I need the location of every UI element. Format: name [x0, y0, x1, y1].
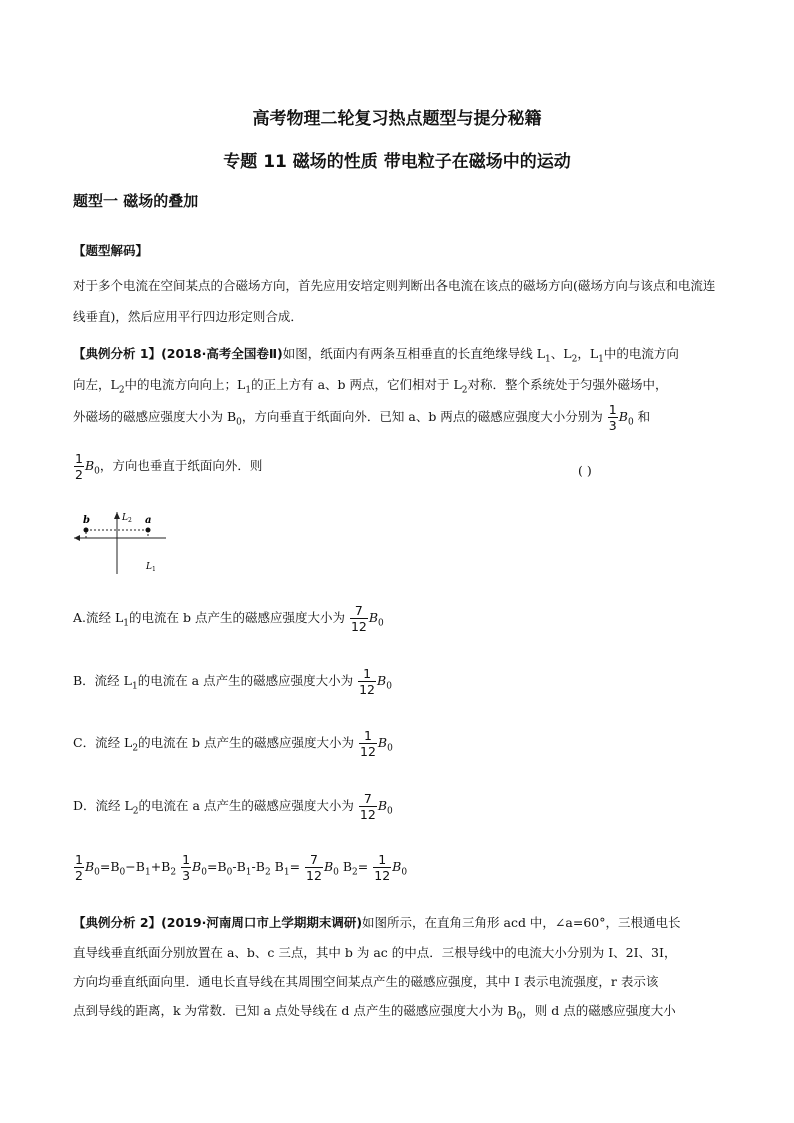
example1-text: ，方向也垂直于纸面向外．则 [99, 458, 263, 473]
sub: 0 [401, 867, 408, 878]
numerator: 7 [305, 852, 323, 868]
numerator: 1 [75, 852, 83, 867]
point-a [146, 528, 151, 533]
label-b: b [83, 515, 90, 526]
numerator: 1 [182, 852, 191, 867]
sub: 0 [627, 417, 634, 428]
denominator: 3 [182, 868, 191, 883]
eq-part: -B [232, 859, 246, 874]
arrow-up-icon [114, 512, 120, 519]
symbol: B [392, 859, 402, 874]
fraction [181, 852, 191, 883]
sub: 2 [264, 867, 271, 878]
example2-source: (2019·河南周口市上学期期末调研) [161, 915, 363, 930]
symbol: B [377, 735, 388, 750]
label-a: a [145, 515, 152, 526]
example2-line2: 直导线垂直纸面分别放置在 a、b、c 三点，其中 b 为 ac 的中点．三根导线中的电流大小分别为 I、2I、3I， [73, 945, 677, 960]
decode-tag: 【题型解码】 [73, 243, 149, 258]
fraction [305, 852, 323, 883]
sub: 0 [333, 867, 339, 878]
symbol: B [377, 798, 388, 813]
fraction [350, 603, 368, 634]
sub: 2 [170, 867, 177, 878]
example1-text: 如图，纸面内有两条互相垂直的长直绝缘导线 L [282, 346, 546, 361]
point-b [84, 528, 89, 533]
fraction [359, 728, 377, 759]
example1-text: ，方向垂直于纸面向外．已知 a、b 两点的磁感应强度大小分别为 [241, 409, 603, 424]
option-text: 的电流在 b 点产生的磁感应强度大小为 [129, 610, 345, 625]
example1-text: 和 [637, 409, 651, 424]
sub: 1 [123, 618, 130, 629]
numerator: 1 [75, 451, 83, 466]
section-heading: 题型一 磁场的叠加 [73, 192, 199, 210]
symbol: B [368, 610, 379, 625]
denominator: 12 [374, 868, 391, 883]
example2-text: 如图所示，在直角三角形 acd 中，∠a=60°，三根通电长 [362, 915, 681, 930]
example1-text: ，L [577, 346, 599, 361]
label-L2-sub: 2 [128, 517, 132, 524]
sub: 0 [387, 806, 393, 817]
example2-line4 [73, 1001, 676, 1022]
option-text: A.流经 L [73, 610, 124, 625]
sub: 0 [378, 618, 384, 629]
fraction [359, 791, 377, 822]
symbol: B [618, 409, 628, 424]
numerator: 7 [350, 603, 368, 619]
numerator: 1 [359, 728, 377, 744]
arrow-left-icon [74, 535, 80, 541]
solution-equation [73, 852, 407, 883]
eq-part: B [342, 859, 353, 874]
symbol: B [84, 859, 95, 874]
example2-text: 点到导线的距离，k 为常数．已知 a 点处导线在 d 点产生的磁感应强度大小为 B [73, 1003, 517, 1018]
eq-part: =B [206, 859, 227, 874]
fraction [608, 402, 618, 433]
page-title: 高考物理二轮复习热点题型与提分秘籍 [252, 109, 542, 129]
denominator: 12 [350, 619, 367, 634]
answer-paren: ( ) [578, 463, 592, 478]
denominator: 12 [359, 682, 375, 697]
example2-line3: 方向均垂直纸面向里．通电长直导线在其周围空间某点产生的磁感应强度，其中 I 表示电流强度，r 表示该 [73, 974, 659, 989]
sub: 2 [352, 867, 358, 878]
eq-part: B [274, 859, 284, 874]
fraction [74, 451, 84, 482]
example1-text: 中的电流方向向上；L [124, 377, 246, 392]
eq-part: =B [99, 859, 120, 874]
eq-part: −B [125, 859, 145, 874]
option-text: 的电流在 a 点产生的磁感应强度大小为 [137, 673, 354, 688]
decode-paragraph: 对于多个电流在空间某点的合磁场方向，首先应用安培定则判断出各电流在该点的磁场方向(磁场方向与该点和电流连线垂直)，然后应用平行四边形定则合成． [73, 278, 716, 324]
numerator: 1 [373, 852, 391, 868]
sub: 0 [386, 681, 392, 692]
fraction [358, 666, 376, 697]
numerator: 7 [359, 791, 377, 807]
fraction [74, 852, 84, 883]
denominator: 12 [359, 807, 376, 822]
example1-text: 外磁场的磁感应强度大小为 B [73, 409, 237, 424]
example1-text: 的正上方有 a、b 两点，它们相对于 L [251, 377, 462, 392]
sub: 0 [516, 1011, 523, 1022]
denominator: 12 [306, 868, 322, 883]
option-text: 的电流在 a 点产生的磁感应强度大小为 [138, 798, 354, 813]
sub: 0 [201, 867, 207, 878]
example1-text: 对称．整个系统处于匀强外磁场中， [467, 377, 668, 392]
numerator: 1 [608, 402, 617, 417]
sub: 1 [131, 681, 138, 692]
example1-text: 向左，L [73, 377, 119, 392]
eq-part: = [289, 859, 301, 874]
denominator: 3 [608, 418, 617, 433]
symbol: B [377, 673, 387, 688]
denominator: 2 [75, 467, 83, 482]
sub: 1 [598, 354, 604, 365]
example1-text: 中的电流方向 [603, 346, 679, 361]
sub: 2 [132, 743, 139, 754]
sub: 1 [245, 385, 252, 396]
sub: 1 [283, 867, 290, 878]
option-b[interactable] [73, 666, 392, 697]
sub: 0 [226, 867, 233, 878]
sub: 1 [245, 867, 252, 878]
option-c[interactable] [73, 728, 393, 759]
page-subtitle: 专题 11 磁场的性质 带电粒子在磁场中的运动 [223, 152, 571, 172]
example1-text: 、L [550, 346, 572, 361]
label-L2: L [122, 513, 128, 523]
example2-text: ，则 d 点的磁感应强度大小 [522, 1003, 676, 1018]
sub: 0 [94, 466, 100, 477]
example1-source: (2018·高考全国卷Ⅱ) [161, 346, 283, 361]
sub: 1 [545, 354, 551, 365]
example1-line3 [73, 402, 650, 433]
eq-part: -B [251, 859, 265, 874]
example1-tag: 【典例分析 1】 [73, 346, 162, 361]
numerator: 1 [358, 666, 376, 682]
denominator: 12 [360, 744, 376, 759]
example1-line4 [73, 451, 262, 482]
sub: 0 [387, 743, 393, 754]
eq-part: +B [150, 859, 171, 874]
option-d[interactable] [73, 791, 393, 822]
fraction [373, 852, 391, 883]
option-text: D．流经 L [73, 798, 133, 813]
sub: 0 [94, 867, 100, 878]
sub: 2 [118, 385, 125, 396]
example2-tag: 【典例分析 2】 [73, 915, 162, 930]
sub: 2 [461, 385, 468, 396]
sub: 2 [571, 354, 578, 365]
eq-part: = [357, 859, 369, 874]
example1-line2 [73, 375, 668, 396]
denominator: 2 [75, 868, 83, 883]
sub: 0 [236, 417, 242, 428]
symbol: B [192, 859, 202, 874]
label-L1: L [146, 562, 152, 572]
sub: 2 [132, 806, 139, 817]
symbol: B [84, 458, 95, 473]
wire-figure [70, 508, 170, 578]
option-a[interactable] [73, 603, 384, 634]
sub: 0 [119, 867, 126, 878]
sub: 1 [144, 867, 151, 878]
label-L1-sub: 1 [152, 566, 156, 573]
option-text: B．流经 L [73, 673, 132, 688]
example1-line1 [73, 344, 679, 365]
example2-line1 [73, 913, 681, 931]
symbol: B [323, 859, 334, 874]
option-text: 的电流在 b 点产生的磁感应强度大小为 [138, 735, 355, 750]
option-text: C．流经 L [73, 735, 133, 750]
